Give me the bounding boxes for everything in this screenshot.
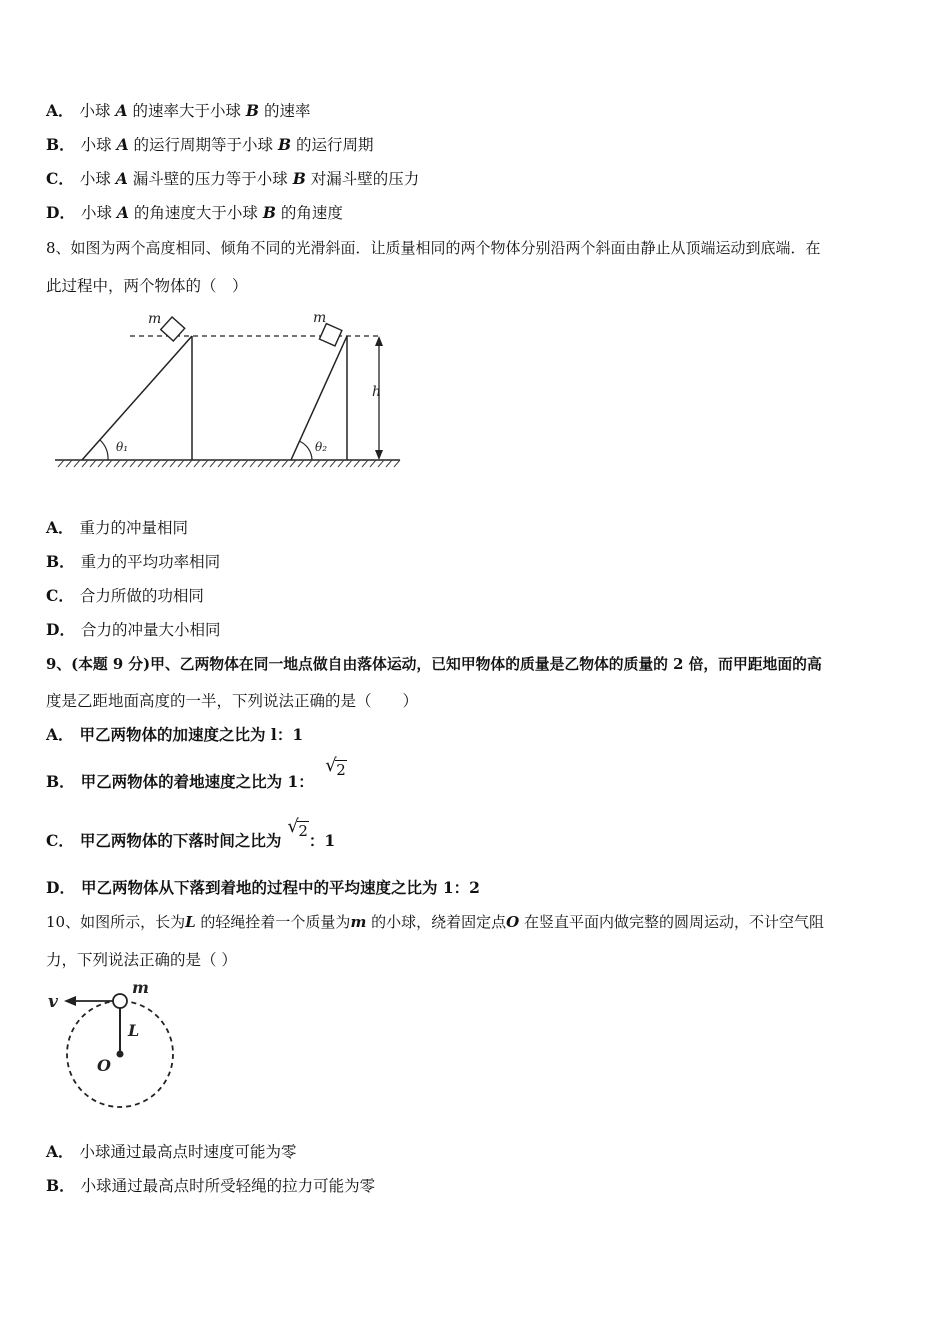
q8-option-b: B． 重力的平均功率相同 (46, 552, 221, 571)
q7-option-d: D． 小球 A 的角速度大于小球 B 的角速度 (46, 203, 343, 222)
q8-height-label: h (372, 384, 382, 400)
q8-option-a: A． 重力的冲量相同 (46, 518, 189, 537)
q9-stem-line2: 度是乙距地面高度的一半，下列说法正确的是（ ） (46, 692, 419, 710)
q8-option-d: D． 合力的冲量大小相同 (46, 620, 221, 639)
q8-mass1-label: m (148, 311, 162, 327)
q10-stem-line2: 力，下列说法正确的是（ ） (46, 951, 237, 969)
q10-mass-label: m (132, 978, 149, 997)
q8-inclines-figure (50, 305, 410, 475)
q7-option-a: A． 小球 A 的速率大于小球 B 的速率 (46, 101, 311, 120)
q10-center-label: O (97, 1056, 111, 1075)
q8-angle1-label: θ₁ (116, 440, 129, 454)
q9-stem-line1: 9、(本题 9 分)甲、乙两物体在同一地点做自由落体运动，已知甲物体的质量是乙物体的质量的 2 倍，而甲距地面的高 (46, 656, 822, 673)
q10-length-label: L (128, 1021, 140, 1040)
q7-option-b: B． 小球 A 的运行周期等于小球 B 的运行周期 (46, 135, 374, 154)
q9-option-a: A． 甲乙两物体的加速度之比为 l：1 (46, 725, 304, 744)
q9-option-c: C． 甲乙两物体的下落时间之比为 √ 2：1 (46, 816, 336, 850)
q8-angle2-label: θ₂ (315, 440, 328, 454)
q9-option-d: D． 甲乙两物体从下落到着地的过程中的平均速度之比为 1：2 (46, 878, 480, 897)
sqrt-two: √ 2 (287, 816, 308, 840)
q10-option-a: A． 小球通过最高点时速度可能为零 (46, 1142, 297, 1161)
q10-stem-line1: 10、如图所示，长为L 的轻绳拴着一个质量为m 的小球，绕着固定点O 在竖直平面内做完整的圆周运动，不计空气阻 (46, 913, 824, 931)
q10-option-b: B． 小球通过最高点时所受轻绳的拉力可能为零 (46, 1176, 376, 1195)
q8-stem-line2: 此过程中，两个物体的（ ） (46, 277, 248, 295)
q8-option-c: C． 合力所做的功相同 (46, 586, 204, 605)
q8-stem-line1: 8、如图为两个高度相同、倾角不同的光滑斜面．让质量相同的两个物体分别沿两个斜面由静止从顶端运动到底端．在 (46, 239, 821, 257)
q10-velocity-label: v (48, 992, 58, 1012)
q7-option-c: C． 小球 A 漏斗壁的压力等于小球 B 对漏斗壁的压力 (46, 169, 420, 188)
q9-option-b: B． 甲乙两物体的着地速度之比为 1： √ 2 (46, 755, 346, 791)
q8-mass2-label: m (313, 310, 327, 326)
sqrt-two: √ 2 (325, 755, 346, 779)
q10-circle-figure (44, 978, 194, 1118)
